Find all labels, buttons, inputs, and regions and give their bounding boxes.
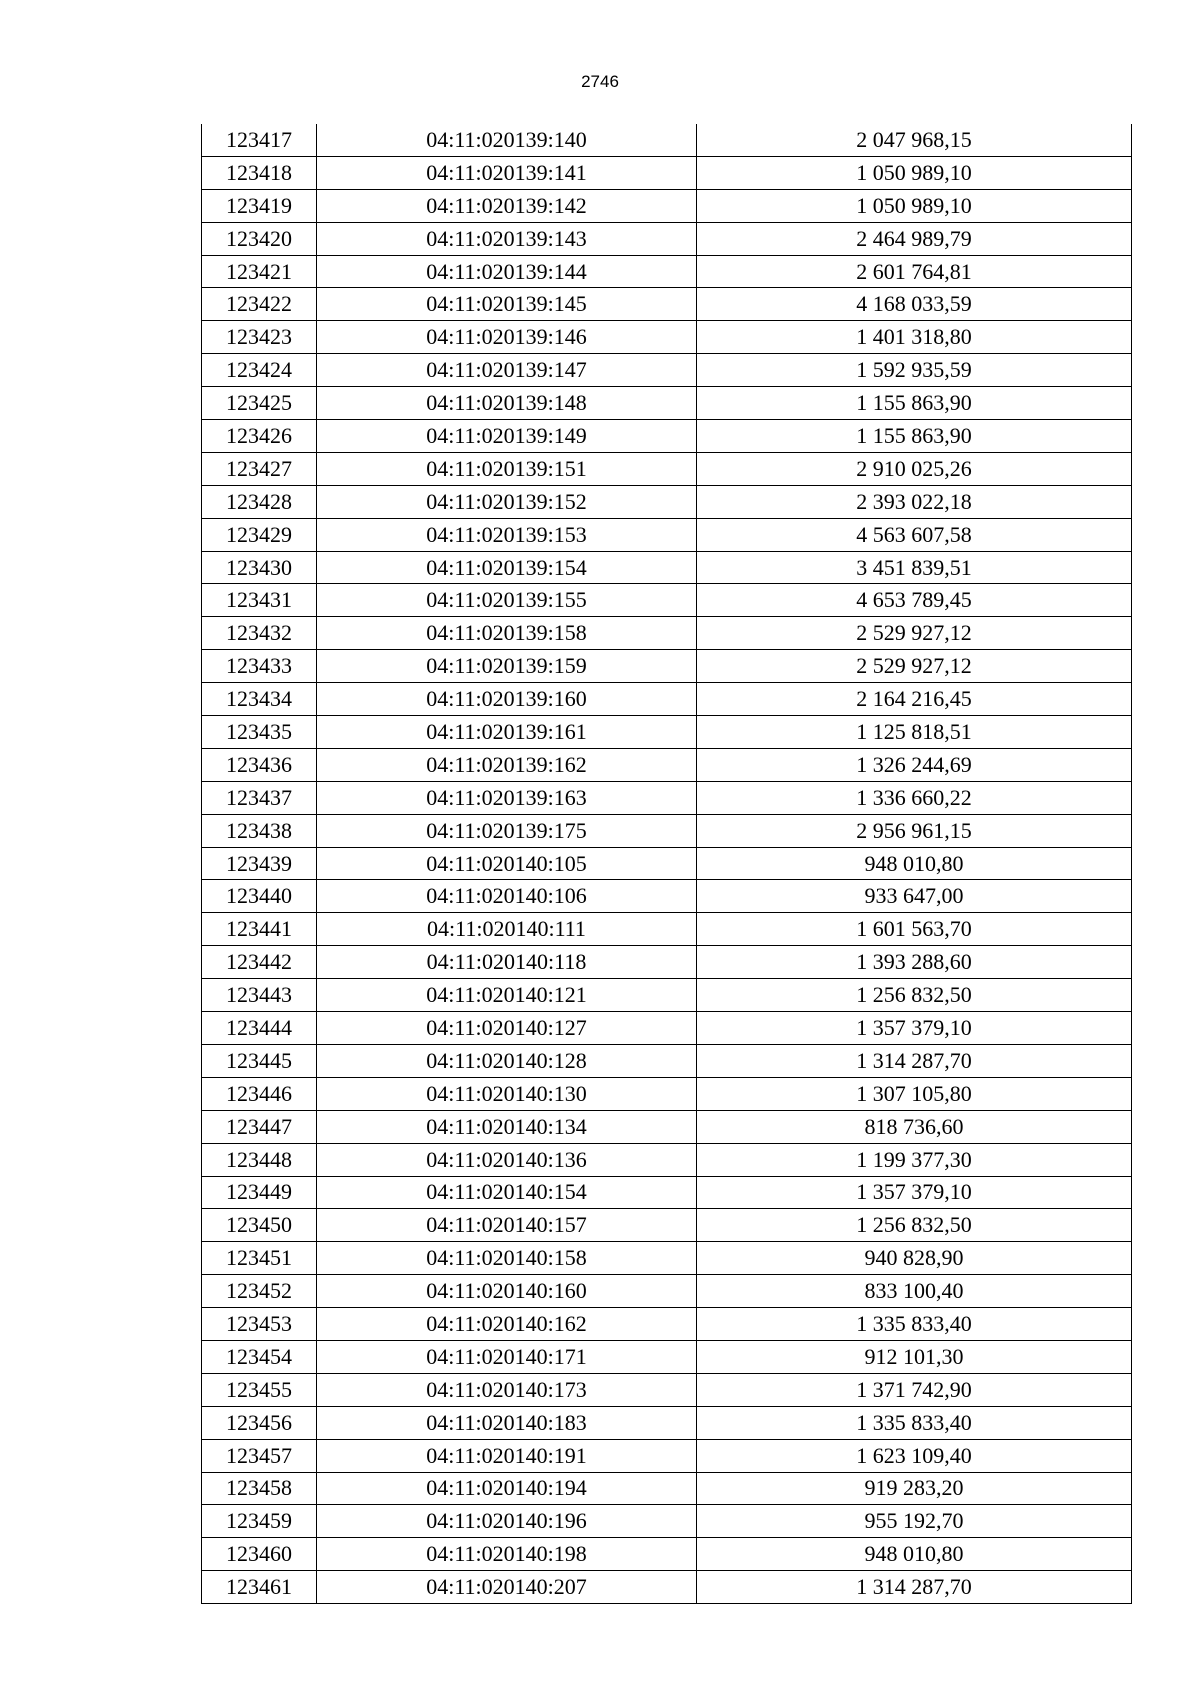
table-row bbox=[202, 1209, 1132, 1242]
cadastral-value-cell: 1 357 379,10 bbox=[697, 1176, 1132, 1209]
cadastral-number-cell: 04:11:020140:162 bbox=[317, 1308, 697, 1341]
row-number-cell: 123419 bbox=[202, 189, 317, 222]
table-row bbox=[202, 979, 1132, 1012]
row-number-cell: 123421 bbox=[202, 255, 317, 288]
cadastral-number-cell: 04:11:020140:130 bbox=[317, 1077, 697, 1110]
cadastral-value-cell: 2 393 022,18 bbox=[697, 485, 1132, 518]
table-row bbox=[202, 1143, 1132, 1176]
table-row bbox=[202, 551, 1132, 584]
row-number-cell: 123420 bbox=[202, 222, 317, 255]
cadastral-value-cell: 818 736,60 bbox=[697, 1110, 1132, 1143]
cadastral-number-cell: 04:11:020139:163 bbox=[317, 781, 697, 814]
row-number-cell: 123437 bbox=[202, 781, 317, 814]
table-row bbox=[202, 880, 1132, 913]
cadastral-value-cell: 2 910 025,26 bbox=[697, 452, 1132, 485]
table-row bbox=[202, 584, 1132, 617]
table-row bbox=[202, 716, 1132, 749]
cadastral-number-cell: 04:11:020140:183 bbox=[317, 1406, 697, 1439]
cadastral-number-cell: 04:11:020140:105 bbox=[317, 847, 697, 880]
cadastral-number-cell: 04:11:020139:143 bbox=[317, 222, 697, 255]
cadastral-value-cell: 2 164 216,45 bbox=[697, 683, 1132, 716]
table-row bbox=[202, 518, 1132, 551]
row-number-cell: 123417 bbox=[202, 124, 317, 156]
row-number-cell: 123418 bbox=[202, 156, 317, 189]
row-number-cell: 123431 bbox=[202, 584, 317, 617]
cadastral-value-cell: 1 601 563,70 bbox=[697, 913, 1132, 946]
cadastral-number-cell: 04:11:020140:106 bbox=[317, 880, 697, 913]
row-number-cell: 123426 bbox=[202, 420, 317, 453]
row-number-cell: 123454 bbox=[202, 1340, 317, 1373]
row-number-cell: 123427 bbox=[202, 452, 317, 485]
cadastral-number-cell: 04:11:020139:175 bbox=[317, 814, 697, 847]
table-row bbox=[202, 124, 1132, 156]
table-row bbox=[202, 222, 1132, 255]
table-row bbox=[202, 946, 1132, 979]
row-number-cell: 123434 bbox=[202, 683, 317, 716]
cadastral-value-cell: 1 401 318,80 bbox=[697, 321, 1132, 354]
row-number-cell: 123447 bbox=[202, 1110, 317, 1143]
row-number-cell: 123459 bbox=[202, 1505, 317, 1538]
row-number-cell: 123445 bbox=[202, 1044, 317, 1077]
cadastral-value-cell: 1 050 989,10 bbox=[697, 156, 1132, 189]
cadastral-number-cell: 04:11:020139:146 bbox=[317, 321, 697, 354]
cadastral-number-cell: 04:11:020140:158 bbox=[317, 1242, 697, 1275]
row-number-cell: 123460 bbox=[202, 1538, 317, 1571]
row-number-cell: 123441 bbox=[202, 913, 317, 946]
cadastral-number-cell: 04:11:020140:198 bbox=[317, 1538, 697, 1571]
table-row bbox=[202, 1012, 1132, 1045]
row-number-cell: 123453 bbox=[202, 1308, 317, 1341]
cadastral-value-cell: 4 168 033,59 bbox=[697, 288, 1132, 321]
row-number-cell: 123442 bbox=[202, 946, 317, 979]
cadastral-value-cell: 1 155 863,90 bbox=[697, 387, 1132, 420]
row-number-cell: 123450 bbox=[202, 1209, 317, 1242]
cadastral-value-cell: 4 563 607,58 bbox=[697, 518, 1132, 551]
cadastral-number-cell: 04:11:020140:134 bbox=[317, 1110, 697, 1143]
row-number-cell: 123430 bbox=[202, 551, 317, 584]
table-row bbox=[202, 156, 1132, 189]
cadastral-number-cell: 04:11:020140:196 bbox=[317, 1505, 697, 1538]
table-row bbox=[202, 617, 1132, 650]
row-number-cell: 123456 bbox=[202, 1406, 317, 1439]
cadastral-value-cell: 1 592 935,59 bbox=[697, 354, 1132, 387]
row-number-cell: 123432 bbox=[202, 617, 317, 650]
row-number-cell: 123452 bbox=[202, 1275, 317, 1308]
cadastral-number-cell: 04:11:020139:160 bbox=[317, 683, 697, 716]
cadastral-value-cell: 2 529 927,12 bbox=[697, 650, 1132, 683]
cadastral-value-cell: 1 050 989,10 bbox=[697, 189, 1132, 222]
cadastral-value-cell: 4 653 789,45 bbox=[697, 584, 1132, 617]
table-row bbox=[202, 1406, 1132, 1439]
cadastral-number-cell: 04:11:020140:194 bbox=[317, 1472, 697, 1505]
table-row bbox=[202, 288, 1132, 321]
cadastral-value-table bbox=[201, 124, 1132, 1604]
cadastral-number-cell: 04:11:020139:159 bbox=[317, 650, 697, 683]
cadastral-number-cell: 04:11:020140:171 bbox=[317, 1340, 697, 1373]
cadastral-number-cell: 04:11:020139:148 bbox=[317, 387, 697, 420]
table-row bbox=[202, 1439, 1132, 1472]
cadastral-value-cell: 1 314 287,70 bbox=[697, 1571, 1132, 1604]
table-row bbox=[202, 1472, 1132, 1505]
table-row bbox=[202, 354, 1132, 387]
table-row bbox=[202, 748, 1132, 781]
row-number-cell: 123440 bbox=[202, 880, 317, 913]
row-number-cell: 123428 bbox=[202, 485, 317, 518]
cadastral-value-cell: 1 155 863,90 bbox=[697, 420, 1132, 453]
cadastral-number-cell: 04:11:020139:158 bbox=[317, 617, 697, 650]
table-row bbox=[202, 1340, 1132, 1373]
cadastral-value-cell: 1 326 244,69 bbox=[697, 748, 1132, 781]
table-row bbox=[202, 452, 1132, 485]
cadastral-number-cell: 04:11:020139:153 bbox=[317, 518, 697, 551]
row-number-cell: 123425 bbox=[202, 387, 317, 420]
cadastral-value-cell: 1 307 105,80 bbox=[697, 1077, 1132, 1110]
table-row bbox=[202, 1505, 1132, 1538]
table-row bbox=[202, 683, 1132, 716]
cadastral-value-cell: 1 371 742,90 bbox=[697, 1373, 1132, 1406]
cadastral-number-cell: 04:11:020140:136 bbox=[317, 1143, 697, 1176]
cadastral-value-cell: 912 101,30 bbox=[697, 1340, 1132, 1373]
row-number-cell: 123444 bbox=[202, 1012, 317, 1045]
table-row bbox=[202, 1077, 1132, 1110]
row-number-cell: 123458 bbox=[202, 1472, 317, 1505]
cadastral-number-cell: 04:11:020140:118 bbox=[317, 946, 697, 979]
cadastral-value-cell: 1 357 379,10 bbox=[697, 1012, 1132, 1045]
row-number-cell: 123446 bbox=[202, 1077, 317, 1110]
row-number-cell: 123439 bbox=[202, 847, 317, 880]
table-row bbox=[202, 1538, 1132, 1571]
cadastral-number-cell: 04:11:020140:154 bbox=[317, 1176, 697, 1209]
cadastral-value-cell: 1 335 833,40 bbox=[697, 1406, 1132, 1439]
row-number-cell: 123433 bbox=[202, 650, 317, 683]
cadastral-number-cell: 04:11:020140:191 bbox=[317, 1439, 697, 1472]
cadastral-number-cell: 04:11:020140:128 bbox=[317, 1044, 697, 1077]
cadastral-value-cell: 1 256 832,50 bbox=[697, 1209, 1132, 1242]
table-row bbox=[202, 814, 1132, 847]
cadastral-value-cell: 1 623 109,40 bbox=[697, 1439, 1132, 1472]
table-body bbox=[202, 124, 1132, 1604]
cadastral-value-cell: 1 256 832,50 bbox=[697, 979, 1132, 1012]
cadastral-value-cell: 948 010,80 bbox=[697, 1538, 1132, 1571]
table-row bbox=[202, 1373, 1132, 1406]
row-number-cell: 123436 bbox=[202, 748, 317, 781]
cadastral-value-cell: 955 192,70 bbox=[697, 1505, 1132, 1538]
cadastral-number-cell: 04:11:020140:127 bbox=[317, 1012, 697, 1045]
cadastral-number-cell: 04:11:020139:142 bbox=[317, 189, 697, 222]
row-number-cell: 123448 bbox=[202, 1143, 317, 1176]
cadastral-value-cell: 1 199 377,30 bbox=[697, 1143, 1132, 1176]
table-row bbox=[202, 1110, 1132, 1143]
table-row bbox=[202, 847, 1132, 880]
row-number-cell: 123424 bbox=[202, 354, 317, 387]
cadastral-value-cell: 948 010,80 bbox=[697, 847, 1132, 880]
cadastral-value-cell: 2 956 961,15 bbox=[697, 814, 1132, 847]
cadastral-number-cell: 04:11:020139:144 bbox=[317, 255, 697, 288]
row-number-cell: 123455 bbox=[202, 1373, 317, 1406]
cadastral-number-cell: 04:11:020139:162 bbox=[317, 748, 697, 781]
row-number-cell: 123422 bbox=[202, 288, 317, 321]
table-row bbox=[202, 189, 1132, 222]
cadastral-number-cell: 04:11:020139:152 bbox=[317, 485, 697, 518]
table-row bbox=[202, 1571, 1132, 1604]
cadastral-number-cell: 04:11:020139:155 bbox=[317, 584, 697, 617]
cadastral-number-cell: 04:11:020139:161 bbox=[317, 716, 697, 749]
row-number-cell: 123461 bbox=[202, 1571, 317, 1604]
table-row bbox=[202, 321, 1132, 354]
table-row bbox=[202, 485, 1132, 518]
row-number-cell: 123423 bbox=[202, 321, 317, 354]
cadastral-number-cell: 04:11:020140:121 bbox=[317, 979, 697, 1012]
cadastral-number-cell: 04:11:020139:140 bbox=[317, 124, 697, 156]
table-row bbox=[202, 1275, 1132, 1308]
table-row bbox=[202, 1176, 1132, 1209]
cadastral-number-cell: 04:11:020140:157 bbox=[317, 1209, 697, 1242]
table-row bbox=[202, 255, 1132, 288]
table-row bbox=[202, 420, 1132, 453]
row-number-cell: 123429 bbox=[202, 518, 317, 551]
cadastral-number-cell: 04:11:020139:141 bbox=[317, 156, 697, 189]
row-number-cell: 123451 bbox=[202, 1242, 317, 1275]
cadastral-value-cell: 1 314 287,70 bbox=[697, 1044, 1132, 1077]
cadastral-number-cell: 04:11:020139:154 bbox=[317, 551, 697, 584]
table-row bbox=[202, 913, 1132, 946]
cadastral-value-cell: 933 647,00 bbox=[697, 880, 1132, 913]
cadastral-number-cell: 04:11:020139:151 bbox=[317, 452, 697, 485]
row-number-cell: 123449 bbox=[202, 1176, 317, 1209]
row-number-cell: 123443 bbox=[202, 979, 317, 1012]
cadastral-number-cell: 04:11:020139:149 bbox=[317, 420, 697, 453]
table-row bbox=[202, 1044, 1132, 1077]
cadastral-value-cell: 919 283,20 bbox=[697, 1472, 1132, 1505]
cadastral-value-cell: 940 828,90 bbox=[697, 1242, 1132, 1275]
cadastral-number-cell: 04:11:020140:160 bbox=[317, 1275, 697, 1308]
cadastral-value-cell: 1 393 288,60 bbox=[697, 946, 1132, 979]
table-row bbox=[202, 1242, 1132, 1275]
row-number-cell: 123435 bbox=[202, 716, 317, 749]
cadastral-value-cell: 1 335 833,40 bbox=[697, 1308, 1132, 1341]
cadastral-number-cell: 04:11:020140:111 bbox=[317, 913, 697, 946]
table-row bbox=[202, 650, 1132, 683]
table-row bbox=[202, 387, 1132, 420]
cadastral-value-cell: 1 336 660,22 bbox=[697, 781, 1132, 814]
page-number: 2746 bbox=[581, 72, 619, 91]
cadastral-value-cell: 3 451 839,51 bbox=[697, 551, 1132, 584]
cadastral-number-cell: 04:11:020139:147 bbox=[317, 354, 697, 387]
cadastral-value-cell: 1 125 818,51 bbox=[697, 716, 1132, 749]
cadastral-number-cell: 04:11:020140:173 bbox=[317, 1373, 697, 1406]
table-row bbox=[202, 1308, 1132, 1341]
cadastral-number-cell: 04:11:020140:207 bbox=[317, 1571, 697, 1604]
cadastral-value-cell: 2 529 927,12 bbox=[697, 617, 1132, 650]
cadastral-value-cell: 2 601 764,81 bbox=[697, 255, 1132, 288]
cadastral-number-cell: 04:11:020139:145 bbox=[317, 288, 697, 321]
row-number-cell: 123457 bbox=[202, 1439, 317, 1472]
cadastral-value-cell: 2 047 968,15 bbox=[697, 124, 1132, 156]
row-number-cell: 123438 bbox=[202, 814, 317, 847]
cadastral-value-cell: 2 464 989,79 bbox=[697, 222, 1132, 255]
cadastral-value-cell: 833 100,40 bbox=[697, 1275, 1132, 1308]
table-row bbox=[202, 781, 1132, 814]
